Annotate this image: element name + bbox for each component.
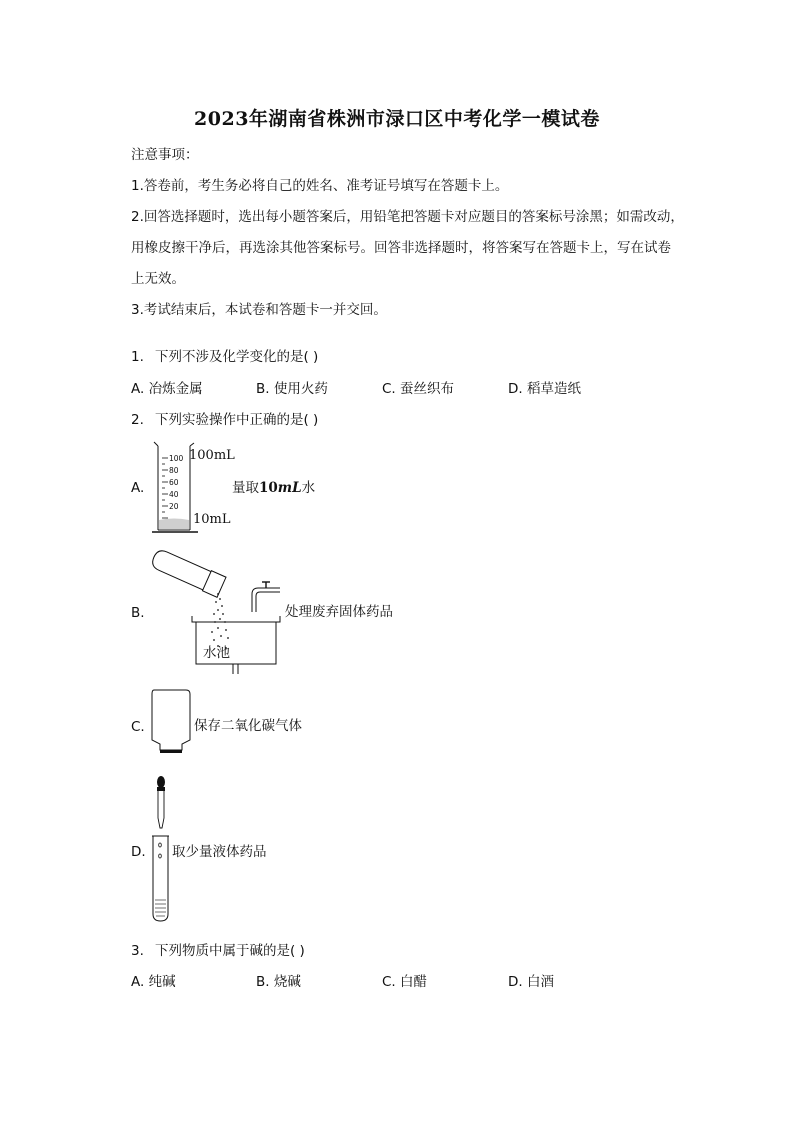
notice-item: 用橡皮擦干净后，再选涂其他答案标号。回答非选择题时，将答案写在答题卡上，写在试卷: [131, 240, 671, 256]
option-caption: 保存二氧化碳气体: [194, 718, 302, 734]
option-b: B. 烧碱: [256, 974, 301, 990]
option-a: A. 冶炼金属: [131, 381, 203, 397]
option-c: C.: [131, 719, 145, 735]
caption-text: 量取: [232, 480, 259, 496]
question-number: 2.: [131, 412, 144, 428]
question-stem: 下列实验操作中正确的是( ): [155, 412, 319, 428]
option-c: C. 白醋: [382, 974, 428, 990]
notice-item: 2.回答选择题时，选出每小题答案后，用铅笔把答题卡对应题目的答案标号涂黑；如需改动，: [131, 209, 684, 225]
tick-label: 100: [169, 454, 184, 463]
page-title: 2023年湖南省株洲市渌口区中考化学一模试卷: [194, 108, 600, 130]
notice-item: 1.答卷前，考生务必将自己的姓名、准考证号填写在答题卡上。: [131, 178, 509, 194]
notice-item: 上无效。: [131, 271, 185, 287]
option-d: D.: [131, 844, 146, 860]
caption-value: 10: [259, 480, 278, 496]
question-stem: 下列物质中属于碱的是( ): [155, 943, 305, 959]
option-b: B. 使用火药: [256, 381, 328, 397]
option-d: D. 稻草造纸: [508, 381, 581, 397]
notice-item: 3.考试结束后，本试卷和答题卡一并交回。: [131, 302, 387, 318]
option-b: B.: [131, 605, 145, 621]
question-number: 3.: [131, 943, 144, 959]
option-caption: 处理废弃固体药品: [285, 604, 393, 620]
sink-label: 水池: [203, 645, 230, 661]
tick-label: 20: [169, 502, 179, 511]
notice-heading: 注意事项：: [131, 147, 199, 163]
tick-label: 80: [169, 466, 179, 475]
gas-bottle-figure: [148, 688, 198, 758]
caption-unit: mL: [277, 480, 302, 496]
caption-tail: 水: [301, 480, 316, 496]
tick-label: 40: [169, 490, 179, 499]
figure-label: 10mL: [193, 512, 231, 527]
tick-label: 60: [169, 478, 179, 487]
option-a: A. 纯碱: [131, 974, 176, 990]
option-c: C. 蚕丝织布: [382, 381, 455, 397]
question-number: 1.: [131, 349, 144, 365]
option-a: A.: [131, 480, 145, 496]
option-caption: 取少量液体药品: [172, 844, 267, 860]
option-caption: [232, 479, 315, 497]
option-d: D. 白酒: [508, 974, 554, 990]
figure-label: 100mL: [189, 448, 235, 463]
question-stem: 下列不涉及化学变化的是( ): [155, 349, 319, 365]
